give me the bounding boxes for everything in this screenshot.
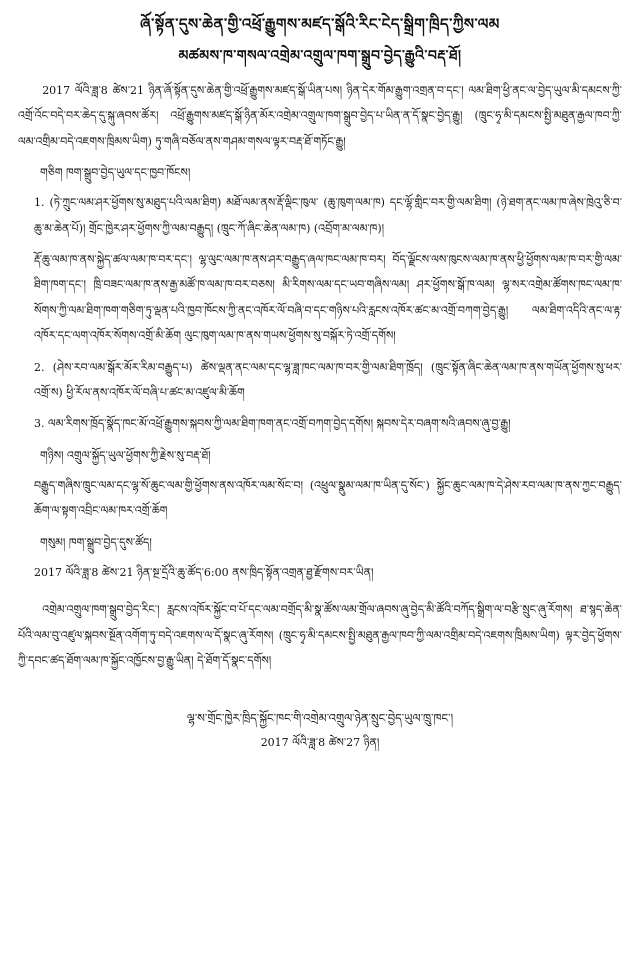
notice-subtitle: མཚམས་ཁ་གསལ་འགྲེམ་འགྲུལ་ཁག་སྒྲུབ་བྱེད་རྒྱུའི་བརྡ་ཐོ། [178, 48, 462, 64]
section-one-item-2: 2. (ཤེས་རབ་ལམ་སྒོར་མོར་རིམ་བརྒྱུད་པ) ཚེས་ལྡན་ནང་ལམ་དང་ལྷ་ཟླ་ཁང་ལམ་ཁ་བར་གྱི་ལམ་ཐིག་ཁྲོད། (ཁྲུང་སྟོན་ཞིང་ཆེན་ལམ་ཁ་ནས་གཡོན་ཕྱོགས་སུ་ཕར་འགྲོ་ས) ཕྱི་རོལ་ནས་འཁོར་ལོ་བཞི་པ་ཚང་མ་འཛུལ་མི་ཆོག [34, 360, 622, 400]
section-three-paragraph: 2017 ལོའི་ཟླ་8 ཚེས་21 ཉིན་སྔ་དྲོའི་ཆུ་ཚོད་6:00 ནས་ཁྲིད་སྟོན་འགྲན་ཐྱ་རྫོགས་བར་ཡིན། [34, 565, 374, 579]
issue-date: 2017 ལོའི་ཟླ་8 ཚེས་27 ཉིན། [260, 736, 380, 750]
notice-title: ཞོ་སྟོན་དུས་ཆེན་གྱི་འཕྲོ་རྒྱུགས་མཛད་སྒོའི་རིང་ངེད་སྒྲིག་ཁྲིད་ཀྱིས་ལམ [140, 15, 500, 33]
intro-section [18, 78, 622, 154]
section-two-paragraph: བརྒྱུད་གཞིས་ཁྲུང་ལམ་དང་ལྷ་སོ་ཆུང་ལམ་གྱི་ཕྱོགས་ནས་འཁོར་ལམ་སོང་བ། (འཕྲུལ་སྣུམ་ལམ་ཁ་ཡིན་དུ་སོང་) སྐྱོང་ཆུང་ལམ་ཁ་དེ་ཤེས་རབ་ལམ་ཁ་ནས་ཀྱང་བརྒྱུད་ཆོག་ལ་སྟག་འབྲིང་ལམ་ཁར་འགྲོ་ཆོག [34, 478, 622, 518]
issuing-organization: ལྷ་ས་གྲོང་ཁྱེར་ཁྲིད་སྐྱོང་ཁང་གི་འགྲེམ་འགྲུལ་ཉེན་སྲུང་བྱེད་ཡུལ་ཁྲུ་ཁང་། [186, 711, 454, 726]
closing-paragraph: འགྲེམ་འགྲུལ་ཁག་སྒྲུབ་བྱེད་རིང་། རླངས་འཁོར་སྐྱོང་བ་པོ་དང་ལམ་བགྲོད་མི་སྣ་ཚོས་ལམ་གྲོལ་ཞབས་ཞུ་བྱེད་མི་ཚོའི་བཀོད་སྒྲིག་ལ་བརྩི་སྲུང་ཞུ་རོགས། ཐ་སྙད་ཆེན་པོའི་ལམ་བུ་འཛུལ་སྐབས་སྔོན་འགོག་ཏུ་བདེ་འཇགས་ལ་དོ་སྣང་ཞུ་རོགས། (ཁྲུང་ཧྭ་མི་དམངས་སྤྱི་མཐུན་རྒྱལ་ཁབ་ཀྱི་ལམ་འགྲིམ་བདེ་འཇགས་ཁྲིམས་ཡིག) ལྟར་བྱེད་ཕྱོགས་ཀྱི་དབང་ཚད་ཐོག་ལམ་ཁ་སྐྱོང་འཁྱོངས་བྱ་རྒྱུ་ཡིན། དེ་ཐོག་དོ་སྣང་དགོས། [18, 603, 622, 667]
section-one-item-3: 3. ལམ་རིགས་ཁྲོད་སྣོད་ཁང་མོ་འཕྲོ་རྒྱུགས་སྐབས་ཀྱི་ལམ་ཐིག་ཁག་ནང་འགྲོ་བཀག་བྱེད་དགོས། སྐབས་དེར་བཞག་སའི་ཞབས་ཞུ་བྱ་རྒྱུ། [34, 417, 511, 431]
section-one-heading: གཅིག ཁག་སྒྲུབ་བྱེད་ཡུལ་དང་ཁྱབ་ཁོངས། [40, 166, 191, 180]
section-one-item-1-continued: རྡོ་ཆུ་ལམ་ཁ་ནས་སྐྱེད་ཚལ་ལམ་ཁ་བར་དང་། ལྷ་ལུང་ལམ་ཁ་ནས་ཤར་བརྒྱུད་ཞལ་ཁང་ལམ་ཁ་བར། བོད་ལྗོངས་ལས་ཁུངས་ལམ་ཁ་ནས་ཕྱི་ཕྱོགས་ལམ་ཁ་བར་གྱི་ལམ་ཐིག་ཁག་དང་། ཁྲི་བཟང་ལམ་ཁ་ནས་རྒྱ་མཚོ་ཁ་ལམ་ཁ་བར་བཅས། མི་རིགས་ལམ་དང་ཡབ་གཞིས་ལམ། ཤར་ཕྱོགས་སྒོ་ཁ་ལམ། ལྷ་སར་འགྲེམ་ཚོགས་ཁང་ལམ་ཁ་སོགས་ཀྱི་ལམ་ཐིག་ཁག་གཅིག་ཏུ་ལྡན་པའི་ཁྱབ་ཁོངས་ཀྱི་ནང་འཁོར་ལོ་བཞི་བ་དང་གཉིས་པའི་རླངས་འཁོར་ཚང་མ་འགྲོ་བཀག་བྱེད་རྒྱུ། ལམ་ཐིག་འདིའི་ནང་ལ་རྟ་འཁོར་དང་ལག་འཁོར་སོགས་འགྲོ་མི་ཆོག ལུང་ཁུག་ལམ་ཁ་ནས་གཡས་ཕྱོགས་སུ་བསྐོར་ཏེ་འགྲོ་དགོས། [34, 253, 622, 343]
intro-paragraph: 2017 ལོའི་ཟླ་8 ཚེས་21 ཉིན་ཞོ་སྟོན་དུས་ཆེན་གྱི་འཕྲོ་རྒྱུགས་མཛད་སྒོ་ཡིན་པས། ཉིན་དེར་གོམ་རྒྱུག་འགྲན་བ་དང་། ལམ་ཐིག་ཕྱི་ནང་ལ་བྱེད་ཡུལ་མི་དམངས་ཀྱི་འགྲོ་འོང་བདེ་བར་ཆེད་དུ་སྐུ་ཞབས་ཚོར། འཕྲོ་རྒྱུགས་མཛད་སྒོ་ཉིན་མོར་འགྲེམ་འགྲུལ་ཁག་སྒྲུབ་བྱེད་པ་ཡིན་ན་དོ་སྣང་བྱེད་རྒྱུ། (ཁྲུང་ཧྭ་མི་དམངས་སྤྱི་མཐུན་རྒྱལ་ཁབ་ཀྱི་ལམ་འགྲིམ་བདེ་འཇགས་ཁྲིམས་ཡིག) ཏུ་གཞི་བཅོལ་ནས་གཤམ་གསལ་ལྟར་བརྡ་ཐོ་གཏོང་རྒྱུ། [18, 84, 622, 148]
notice-page [0, 14, 640, 977]
section-two-heading: གཉིས། འགྲུལ་སྐྱོད་ཡུལ་ཕྱོགས་ཀྱི་རྗེས་སུ་བརྡ་ཐོ། [40, 448, 211, 462]
section-one-item-1: 1. (ཏེ་ཀྲུང་ལམ་ཤར་ཕྱོགས་སུ་མཐུད་པའི་ལམ་ཐིག) མཐོ་ལམ་ནས་རྡོ་ལྡིང་ཁུལ་ (ཆུ་ཁུག་ལམ་ཁ) དང་ལྷོ་གླིང་བར་གྱི་ལམ་ཐིག། (ཉེ་ཐག་ནང་ལམ་ཁ་ཞེས་ཁྲེའུ་ཅི་བ་ཆུ་མ་ཆེན་པོ)། གྲོང་ཁྱེར་ཤར་ཕྱོགས་ཀྱི་ལམ་བརྒྱུད། (ཁྲུང་ཀོ་ཞིང་ཆེན་ལམ་ཁ) (འབྲོག་མ་ལམ་ཁ)། [34, 196, 622, 235]
section-three-heading: གསུམ། ཁག་སྒྲུབ་བྱེད་དུས་ཚོད། [40, 535, 152, 549]
